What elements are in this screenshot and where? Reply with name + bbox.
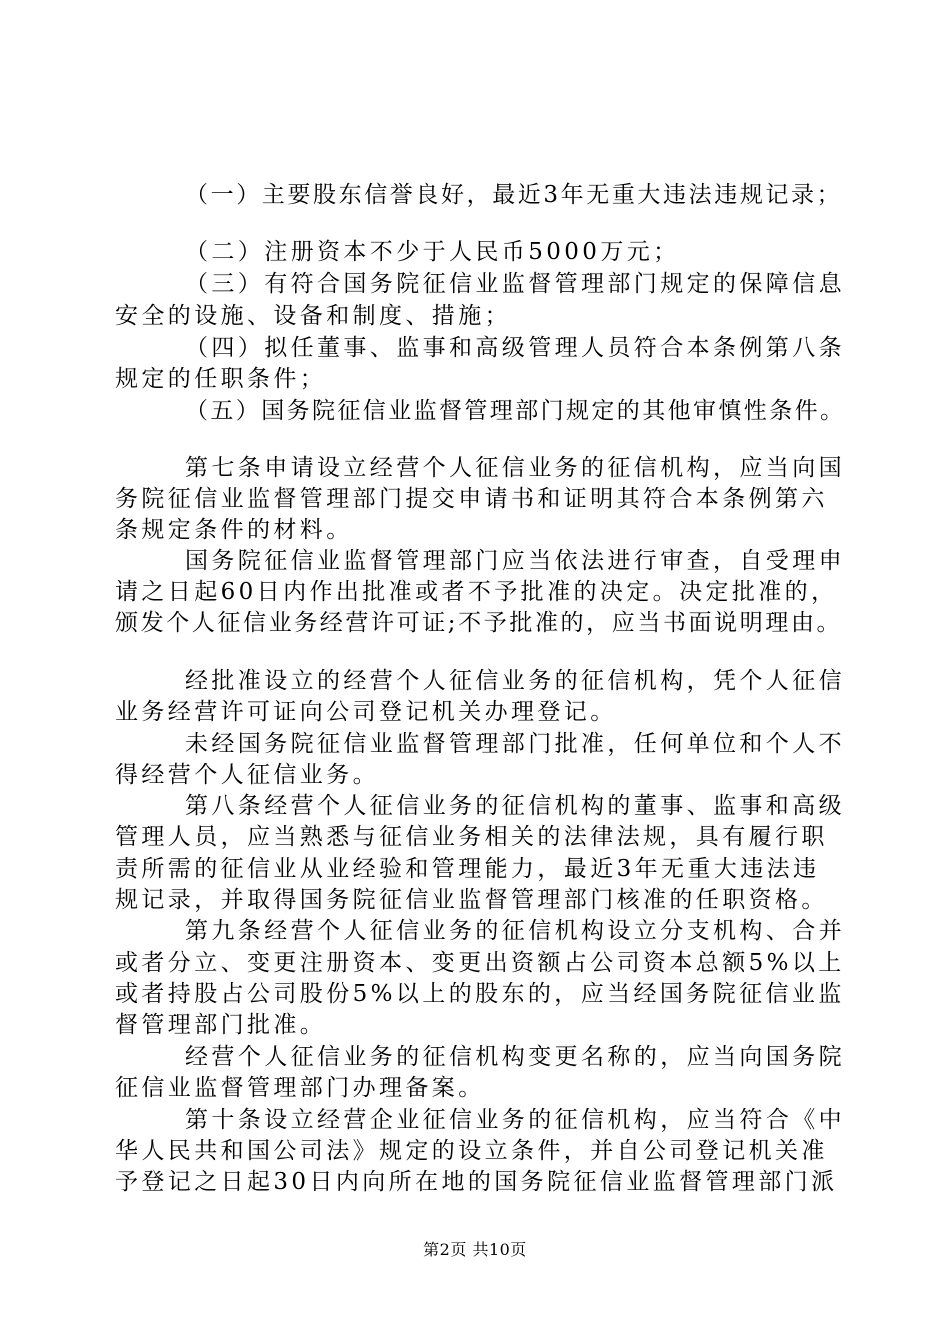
paragraph-line: 督管理部门批准。 xyxy=(115,1012,327,1038)
paragraph-line: 第九条经营个人征信业务的征信机构设立分支机构、合并 xyxy=(185,918,845,944)
paragraph-line: 第八条经营个人征信业务的征信机构的董事、监事和高级 xyxy=(185,793,845,819)
paragraph-line: 第七条申请设立经营个人征信业务的征信机构，应当向国 xyxy=(185,455,845,481)
paragraph-line: （三）有符合国务院征信业监督管理部门规定的保障信息 xyxy=(185,271,845,297)
paragraph-line: 规定的任职条件； xyxy=(115,366,327,392)
paragraph-line: 务院征信业监督管理部门提交申请书和证明其符合本条例第六 xyxy=(115,486,828,512)
paragraph-line: （五）国务院征信业监督管理部门规定的其他审慎性条件。 xyxy=(185,398,846,424)
paragraph-line: 或者分立、变更注册资本、变更出资额占公司资本总额5%以上 xyxy=(115,950,845,976)
paragraph-line: 未经国务院征信业监督管理部门批准，任何单位和个人不 xyxy=(185,731,845,757)
paragraph-line: 条规定条件的材料。 xyxy=(115,517,353,543)
paragraph-line: 颁发个人征信业务经营许可证;不予批准的，应当书面说明理由。 xyxy=(115,610,843,636)
paragraph-line: 责所需的征信业从业经验和管理能力，最近3年无重大违法违 xyxy=(115,856,820,882)
paragraph-line: 华人民共和国公司法》规定的设立条件，并自公司登记机关准 xyxy=(115,1138,828,1164)
paragraph-line: 请之日起60日内作出批准或者不予批准的决定。决定批准的， xyxy=(115,579,838,605)
page-number-footer: 第2页 共10页 xyxy=(423,1240,527,1259)
paragraph-line: 予登记之日起30日内向所在地的国务院征信业监督管理部门派 xyxy=(115,1169,838,1195)
paragraph-line: 经批准设立的经营个人征信业务的征信机构，凭个人征信 xyxy=(185,668,845,694)
paragraph-line: 安全的设施、设备和制度、措施； xyxy=(115,303,511,329)
paragraph-line: 管理人员，应当熟悉与征信业务相关的法律法规，具有履行职 xyxy=(115,824,828,850)
paragraph-line: 得经营个人征信业务。 xyxy=(115,762,379,788)
paragraph-line: （二）注册资本不少于人民币5000万元； xyxy=(185,239,680,265)
paragraph-line: 第十条设立经营企业征信业务的征信机构，应当符合《中 xyxy=(185,1107,845,1133)
paragraph-line: 经营个人征信业务的征信机构变更名称的，应当向国务院 xyxy=(185,1044,845,1070)
paragraph-line: 规记录，并取得国务院征信业监督管理部门核准的任职资格。 xyxy=(115,887,828,913)
paragraph-line: （一）主要股东信誉良好，最近3年无重大违法违规记录； xyxy=(185,182,843,208)
paragraph-line: 业务经营许可证向公司登记机关办理登记。 xyxy=(115,699,617,725)
paragraph-line: 国务院征信业监督管理部门应当依法进行审查，自受理申 xyxy=(185,548,845,574)
paragraph-line: （四）拟任董事、监事和高级管理人员符合本条例第八条 xyxy=(185,335,845,361)
paragraph-line: 征信业监督管理部门办理备案。 xyxy=(115,1075,485,1101)
paragraph-line: 或者持股占公司股份5%以上的股东的，应当经国务院征信业监 xyxy=(115,981,845,1007)
